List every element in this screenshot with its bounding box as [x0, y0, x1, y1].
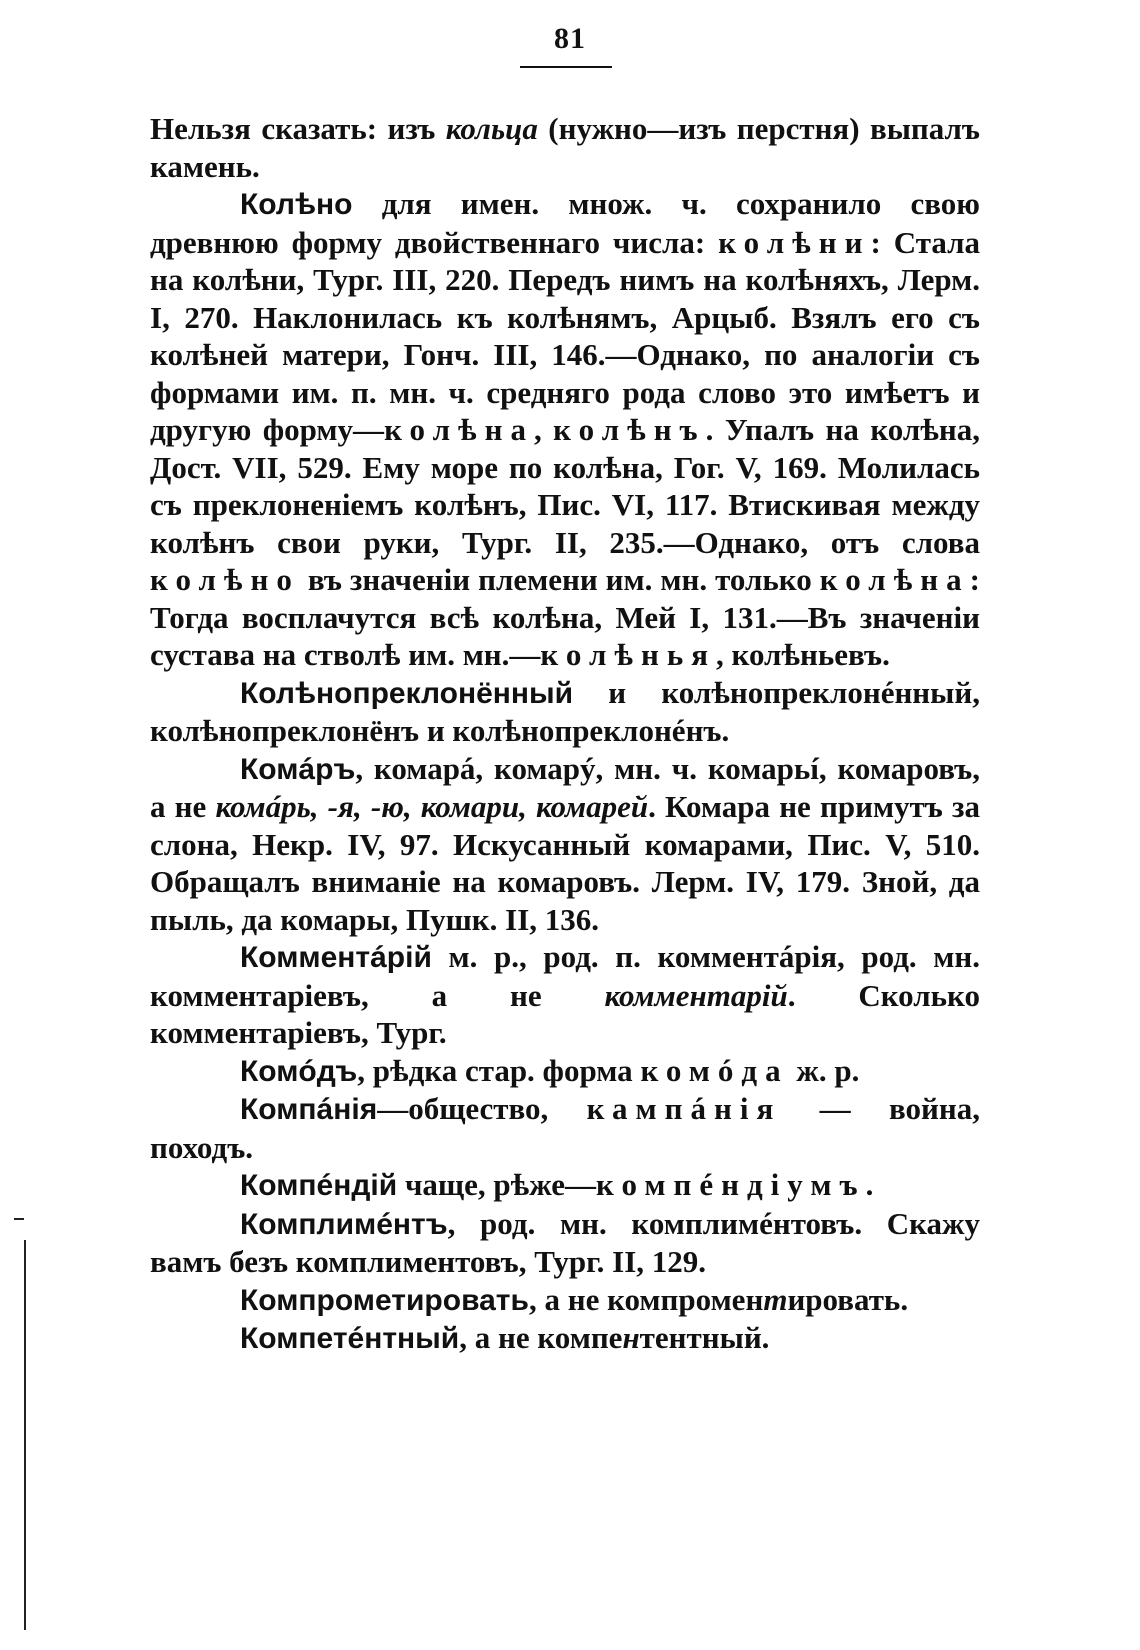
text-column — [150, 110, 980, 1358]
body-text: , комарá, комарý, мн. ч. комарьí, комаровъ, а не — [150, 750, 980, 824]
spaced-form: колѣнья — [540, 637, 716, 672]
headword: Компáнія — [240, 1093, 378, 1126]
body-text: Нельзя сказать: изъ — [150, 111, 446, 146]
spaced-form: колѣнъ — [553, 412, 706, 447]
headword: Компетéнтный — [240, 1322, 460, 1355]
body-text: . Сколько комментаріевъ, Тург. — [150, 977, 980, 1050]
body-text: и колѣнопреклонéнный, колѣнопреклонёнъ и колѣнопреклонéнъ. — [150, 674, 980, 748]
body-text: ж. р. — [788, 1052, 860, 1088]
italic-form: н — [622, 1320, 640, 1355]
headword: Компéндій — [240, 1169, 398, 1202]
body-text: , а не компромен — [528, 1281, 764, 1317]
body-text: , род. мн. комплимéнтовъ. Скажу вамъ безъ комплиментовъ, Тург. II, 129. — [150, 1205, 980, 1279]
spaced-form: колѣна — [819, 562, 970, 597]
spaced-form: компéндіумъ — [596, 1167, 866, 1202]
entry-komar — [150, 750, 980, 939]
body-text: —общество, — [377, 1091, 587, 1126]
page-number: 81 — [554, 22, 586, 55]
headword: Колѣнопреклонённый — [240, 676, 574, 710]
body-text: , — [533, 412, 554, 447]
italic-form: комáрь, -я, -ю, комари, комарей — [215, 789, 649, 824]
entry-kommentary — [150, 938, 980, 1052]
headword: Комментáрій — [240, 941, 432, 974]
body-text: въ значеніи племени им. мн. только — [299, 562, 820, 597]
spaced-form: колѣно — [150, 562, 300, 597]
entry-komod — [150, 1052, 980, 1091]
italic-form: комментарій — [604, 977, 788, 1013]
paragraph-continuation — [150, 110, 980, 185]
page-number-underline — [520, 66, 612, 68]
entry-komprometirovat — [150, 1281, 980, 1320]
body-text: , рѣдка стар. форма — [357, 1052, 641, 1088]
entry-kompania — [150, 1090, 980, 1166]
body-text: . — [865, 1167, 874, 1202]
entry-kompendy — [150, 1166, 980, 1205]
body-text: , колѣньевъ. — [716, 637, 890, 672]
body-text: (нужно—изъ перстня) выпалъ камень. — [150, 111, 980, 184]
left-margin-tick — [14, 1218, 24, 1220]
body-text: : Тогда восплачутся всѣ колѣна, Мей I, 131.—Въ значеніи сустава на стволѣ им. мн.— — [150, 562, 980, 672]
italic-form: кольца — [445, 111, 538, 146]
body-text: , а не компе — [459, 1320, 623, 1355]
headword: Комóдъ — [240, 1054, 358, 1088]
entry-koleno — [150, 185, 980, 674]
italic-form: т — [763, 1281, 788, 1317]
body-text: для имен. множ. ч. сохранило свою древнюю форму двойственнаго числа: — [150, 186, 980, 260]
spaced-form: колѣна — [384, 412, 534, 447]
spaced-form: комóда — [640, 1052, 789, 1088]
body-text: тентный. — [639, 1320, 770, 1355]
headword: Колѣно — [240, 188, 353, 221]
entry-kompetentny — [150, 1319, 980, 1358]
body-text: чаще, рѣже— — [397, 1167, 597, 1202]
body-text: — война, походъ. — [150, 1091, 980, 1165]
body-text: : Стала на колѣни, Тург. III, 220. Передъ нимъ на колѣняхъ, Лерм. I, 270. Наклонилась къ колѣнямъ, Арцыб. Взялъ его съ колѣней матери, Гонч. III, 146.—Однако, по аналогіи съ формами им. п. мн. ч. средняго рода слово это имѣетъ и другую форму— — [150, 224, 981, 447]
body-text: ировать. — [787, 1281, 909, 1317]
entry-kolenopreklonenny — [150, 674, 980, 750]
headword: Комáръ — [240, 752, 356, 786]
headword: Комплимéнтъ — [240, 1207, 448, 1241]
spaced-form: кампáнія — [586, 1091, 782, 1126]
body-text: . Комара не примутъ за слона, Некр. IV, 97. Искусанный комарами, Пис. V, 510. Обращалъ вниманіе на комаровъ. Лерм. IV, 179. Зной, да пыль, да комары, Пушк. II, 136. — [150, 789, 981, 937]
body-text: . Упалъ на колѣна, Дост. VII, 529. Ему море по колѣна, Гог. V, 169. Молилась съ преклоненіемъ колѣнъ, Пис. VI, 117. Втискивая между колѣнъ свои руки, Тург. II, 235.—Однако, отъ слова — [150, 412, 981, 560]
left-margin-line — [24, 1240, 26, 1630]
headword: Компрометировать — [240, 1283, 529, 1317]
spaced-form: колѣни — [718, 224, 871, 260]
entry-kompliment — [150, 1205, 980, 1281]
body-text: м. р., род. п. комментáрія, род. мн. комментаріевъ, а не — [150, 939, 980, 1013]
